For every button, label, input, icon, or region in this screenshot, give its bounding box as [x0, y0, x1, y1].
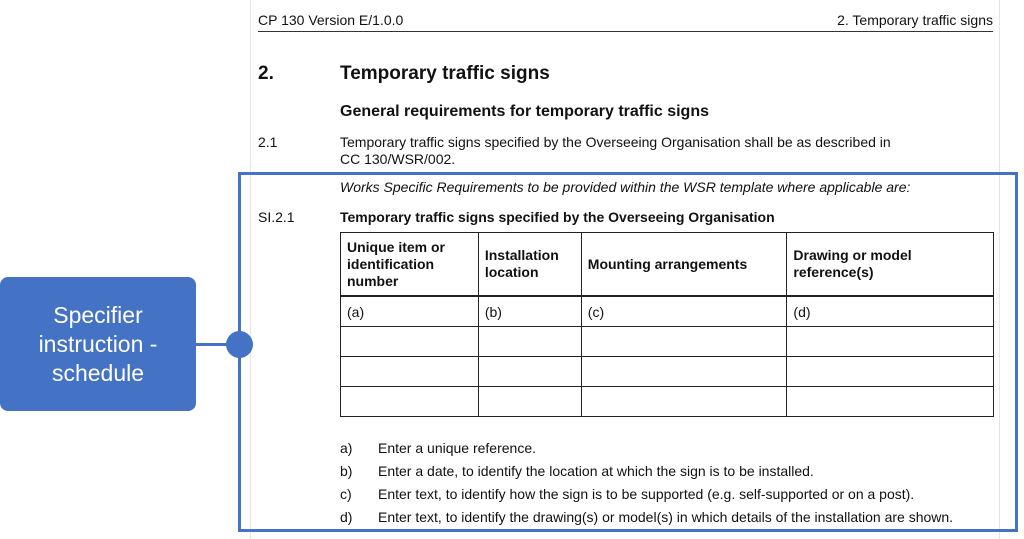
section-title: Temporary traffic signs	[340, 63, 550, 84]
clause-text	[340, 134, 891, 168]
callout-line: Specifier	[53, 301, 143, 328]
callout-line: instruction -	[38, 330, 158, 357]
highlight-box	[238, 172, 1018, 532]
header-line: number	[347, 272, 399, 289]
header-divider	[258, 31, 993, 32]
subheading: General requirements for temporary traffic signs	[340, 103, 709, 120]
note-text: Enter a unique reference.	[378, 440, 536, 456]
connector-dot	[226, 331, 253, 358]
clause-text-line: Temporary traffic signs specified by the Overseeing Organisation shall be as described in	[340, 134, 891, 150]
header-line: identification	[347, 255, 435, 272]
callout-connector	[196, 343, 228, 346]
header-line: Drawing or model	[793, 247, 912, 263]
column-letter: (b)	[478, 296, 581, 327]
column-letter: (d)	[787, 296, 994, 327]
callout-label	[0, 277, 196, 411]
schedule-number: SI.2.1	[258, 209, 295, 225]
header-line: reference(s)	[793, 264, 874, 280]
note-letter: a)	[340, 440, 353, 456]
note-letter: b)	[340, 463, 353, 479]
callout-line: schedule	[51, 359, 145, 386]
clause-number: 2.1	[258, 134, 278, 150]
header-line: Installation	[484, 247, 559, 263]
header-line: Unique item or	[347, 238, 446, 255]
column-letter: (c)	[581, 296, 787, 327]
header-line: location	[484, 264, 539, 280]
doc-version: CP 130 Version E/1.0.0	[258, 12, 404, 28]
wsr-note: Works Specific Requirements to be provided within the WSR template where applicable are:	[340, 179, 911, 195]
clause-text-line: CC 130/WSR/002.	[340, 151, 456, 167]
header-line: Mounting arrangements	[587, 255, 748, 272]
note-letter: c)	[340, 486, 352, 502]
note-text: Enter text, to identify the drawing(s) or model(s) in which details of the installation are shown.	[378, 509, 954, 525]
schedule-title: Temporary traffic signs specified by the Overseeing Organisation	[340, 209, 775, 225]
header-section-ref: 2. Temporary traffic signs	[837, 12, 993, 28]
note-text: Enter text, to identify how the sign is to be supported (e.g. self-supported or on a post).	[378, 486, 915, 502]
note-letter: d)	[340, 509, 353, 525]
note-text: Enter a date, to identify the location at which the sign is to be installed.	[378, 463, 814, 479]
column-letter: (a)	[341, 296, 479, 327]
section-number: 2.	[258, 63, 274, 84]
